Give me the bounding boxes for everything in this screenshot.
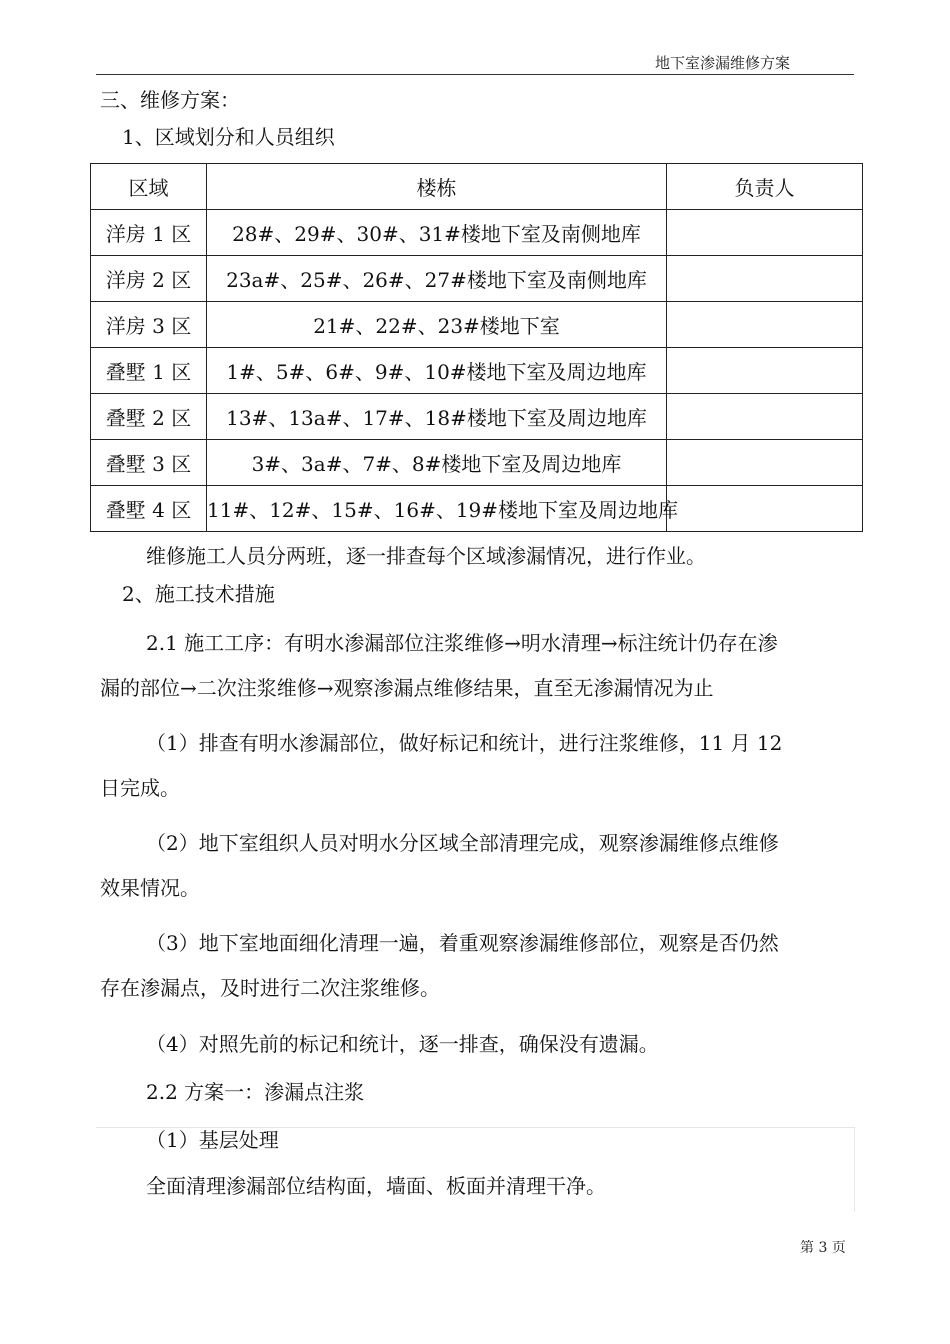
page-number: 第 3 页 (800, 1240, 846, 1256)
header-buildings: 楼栋 (207, 164, 667, 210)
zone-cell: 洋房 3 区 (91, 302, 207, 348)
section-2-title: 2、施工技术措施 (122, 582, 275, 606)
zone-cell: 洋房 1 区 (91, 210, 207, 256)
step-2-line-2: 效果情况。 (100, 876, 200, 900)
base-treatment-title: （1）基层处理 (146, 1128, 279, 1152)
owner-cell (667, 440, 863, 486)
buildings-cell: 3#、3a#、7#、8#楼地下室及周边地库 (207, 440, 667, 486)
area-table (90, 163, 863, 532)
table-row (91, 256, 863, 302)
step-3-line-2: 存在渗漏点，及时进行二次注浆维修。 (100, 976, 440, 1000)
zone-cell: 洋房 2 区 (91, 256, 207, 302)
section-3-title: 三、维修方案： (100, 88, 240, 112)
step-4-line: （4）对照先前的标记和统计，逐一排查，确保没有遗漏。 (146, 1032, 659, 1056)
step-1-line-1: （1）排查有明水渗漏部位，做好标记和统计，进行注浆维修，11 月 12 (146, 731, 783, 755)
header-owner: 负责人 (667, 164, 863, 210)
owner-cell (667, 256, 863, 302)
step-3-line-1: （3）地下室地面细化清理一遍，着重观察渗漏维修部位，观察是否仍然 (146, 931, 779, 955)
owner-cell (667, 486, 863, 532)
buildings-cell: 13#、13a#、17#、18#楼地下室及周边地库 (207, 394, 667, 440)
table-row (91, 302, 863, 348)
buildings-cell: 28#、29#、30#、31#楼地下室及南侧地库 (207, 210, 667, 256)
owner-cell (667, 210, 863, 256)
owner-cell (667, 394, 863, 440)
zone-cell: 叠墅 1 区 (91, 348, 207, 394)
zone-cell: 叠墅 4 区 (91, 486, 207, 532)
header-divider (96, 74, 854, 75)
step-1-line-2: 日完成。 (100, 776, 180, 800)
section-1-title: 1、区域划分和人员组织 (122, 125, 335, 149)
zone-cell: 叠墅 3 区 (91, 440, 207, 486)
base-treatment-text: 全面清理渗漏部位结构面，墙面、板面并清理干净。 (146, 1174, 606, 1198)
table-row (91, 394, 863, 440)
procedure-line-1: 2.1 施工工序：有明水渗漏部位注浆维修→明水清理→标注统计仍存在渗 (146, 631, 778, 655)
procedure-line-2: 漏的部位→二次注浆维修→观察渗漏点维修结果，直至无渗漏情况为止 (100, 676, 714, 700)
owner-cell (667, 348, 863, 394)
table-header-row (91, 164, 863, 210)
plan-1-title: 2.2 方案一：渗漏点注浆 (146, 1080, 365, 1104)
owner-cell (667, 302, 863, 348)
buildings-cell: 21#、22#、23#楼地下室 (207, 302, 667, 348)
table-row (91, 440, 863, 486)
buildings-cell: 23a#、25#、26#、27#楼地下室及南侧地库 (207, 256, 667, 302)
zone-cell: 叠墅 2 区 (91, 394, 207, 440)
header-title: 地下室渗漏维修方案 (654, 54, 790, 72)
content-box-right-edge (854, 1127, 855, 1212)
table-row (91, 210, 863, 256)
table-row (91, 348, 863, 394)
buildings-cell: 1#、5#、6#、9#、10#楼地下室及周边地库 (207, 348, 667, 394)
table-row (91, 486, 863, 532)
crew-note: 维修施工人员分两班，逐一排查每个区域渗漏情况，进行作业。 (146, 544, 706, 568)
buildings-cell: 11#、12#、15#、16#、19#楼地下室及周边地库 (207, 486, 667, 532)
header-zone: 区域 (91, 164, 207, 210)
step-2-line-1: （2）地下室组织人员对明水分区域全部清理完成，观察渗漏维修点维修 (146, 831, 779, 855)
